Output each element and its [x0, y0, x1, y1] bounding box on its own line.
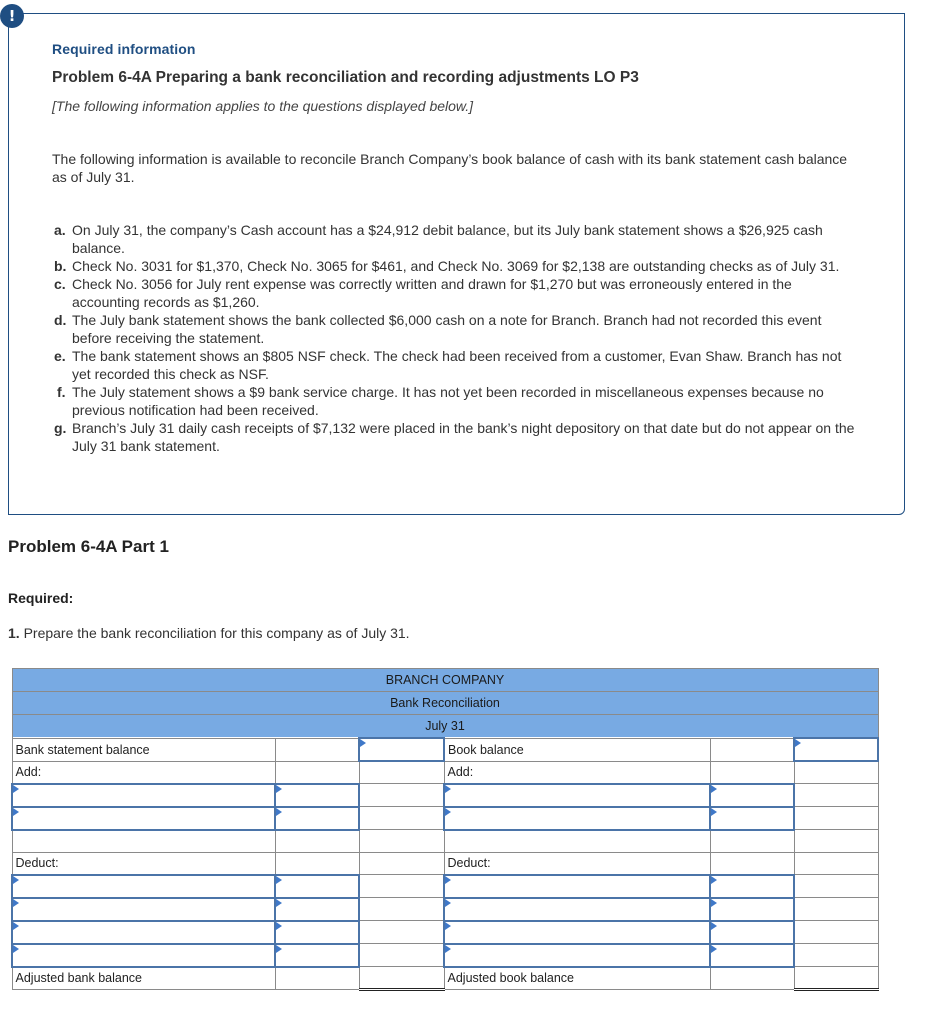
empty-cell [794, 807, 878, 830]
fact-item: d. The July bank statement shows the bank collected $6,000 cash on a note for Branch. Branch had not recorded this event before receiving the statement. [54, 312, 822, 346]
table-row [12, 784, 878, 807]
part-title: Problem 6-4A Part 1 [8, 537, 169, 556]
empty-cell [275, 852, 359, 875]
book-deduct-amount-input-4[interactable] [710, 944, 794, 967]
empty-cell [359, 898, 444, 921]
bank-reconciliation-table [11, 668, 879, 991]
bank-deduct-item-dropdown-3[interactable] [12, 921, 275, 944]
empty-cell [359, 761, 444, 784]
empty-cell [794, 944, 878, 967]
fact-item: a. On July 31, the company’s Cash account has a $24,912 debit balance, but its July bank statement shows a $26,925 cash balance. [54, 222, 823, 256]
empty-cell [794, 852, 878, 875]
bank-add-label: Add: [12, 761, 275, 784]
bank-statement-balance-label: Bank statement balance [12, 738, 275, 761]
empty-cell [359, 784, 444, 807]
bank-add-total-cell[interactable] [275, 830, 359, 853]
empty-cell [710, 852, 794, 875]
empty-cell [359, 875, 444, 898]
empty-cell [794, 784, 878, 807]
bank-deduct-label: Deduct: [12, 852, 275, 875]
required-information-box [8, 13, 905, 515]
empty-cell [359, 852, 444, 875]
book-add-amount-input-2[interactable] [710, 807, 794, 830]
book-add-label: Add: [444, 761, 710, 784]
adjusted-bank-balance-label: Adjusted bank balance [12, 967, 275, 990]
table-row [12, 898, 878, 921]
bank-deduct-amount-input-1[interactable] [275, 875, 359, 898]
date-header: July 31 [12, 715, 878, 739]
empty-cell [359, 921, 444, 944]
book-add-total-cell[interactable] [710, 830, 794, 853]
empty-cell [794, 830, 878, 853]
table-row [12, 875, 878, 898]
bank-deduct-amount-input-3[interactable] [275, 921, 359, 944]
bank-deduct-item-dropdown-4[interactable] [12, 944, 275, 967]
bank-add-amount-input-1[interactable] [275, 784, 359, 807]
company-name-header: BRANCH COMPANY [12, 669, 878, 692]
bank-deduct-item-dropdown-1[interactable] [12, 875, 275, 898]
fact-item: c. Check No. 3056 for July rent expense was correctly written and drawn for $1,270 but was erroneously entered in the accounting records as $1,260. [54, 276, 792, 310]
intro-text: The following information is available to reconcile Branch Company’s book balance of cash with its bank statement cash balance as of July 31. [52, 151, 848, 185]
book-deduct-label: Deduct: [444, 852, 710, 875]
empty-cell [444, 830, 710, 853]
bank-statement-balance-input[interactable] [359, 738, 444, 761]
book-add-item-dropdown-2[interactable] [444, 807, 710, 830]
statement-title-header: Bank Reconciliation [12, 692, 878, 715]
empty-cell [359, 807, 444, 830]
alert-icon: ! [0, 4, 24, 28]
empty-cell [794, 898, 878, 921]
book-add-item-dropdown-1[interactable] [444, 784, 710, 807]
book-add-amount-input-1[interactable] [710, 784, 794, 807]
table-row [12, 761, 878, 784]
table-row [12, 830, 878, 853]
empty-cell [710, 967, 794, 990]
book-balance-input[interactable] [794, 738, 878, 761]
fact-item: b. Check No. 3031 for $1,370, Check No. 3065 for $461, and Check No. 3069 for $2,138 are outstanding checks as of July 31. [54, 258, 840, 274]
fact-item: g. Branch’s July 31 daily cash receipts of $7,132 were placed in the bank’s night depository on that date but do not appear on the July 31 bank statement. [54, 420, 855, 454]
table-row [12, 944, 878, 967]
table-row [12, 921, 878, 944]
required-information-label: Required information [52, 41, 196, 57]
book-deduct-amount-input-2[interactable] [710, 898, 794, 921]
empty-cell [275, 967, 359, 990]
bank-add-item-dropdown-2[interactable] [12, 807, 275, 830]
empty-cell [710, 761, 794, 784]
book-deduct-amount-input-1[interactable] [710, 875, 794, 898]
instruction: 1. Prepare the bank reconciliation for this company as of July 31. [8, 625, 410, 641]
problem-title: Problem 6-4A Preparing a bank reconciliation and recording adjustments LO P3 [52, 69, 639, 86]
bank-deduct-item-dropdown-2[interactable] [12, 898, 275, 921]
table-row [12, 852, 878, 875]
table-row [12, 967, 878, 990]
bank-deduct-amount-input-4[interactable] [275, 944, 359, 967]
fact-item: e. The bank statement shows an $805 NSF check. The check had been received from a customer, Evan Shaw. Branch has not yet recorded this check as NSF. [54, 348, 842, 382]
book-deduct-item-dropdown-3[interactable] [444, 921, 710, 944]
book-deduct-item-dropdown-2[interactable] [444, 898, 710, 921]
adjusted-book-balance-label: Adjusted book balance [444, 967, 710, 990]
empty-cell [359, 830, 444, 853]
fact-item: f. The July statement shows a $9 bank service charge. It has not yet been recorded in miscellaneous expenses because no previous notification had been received. [57, 384, 824, 418]
book-balance-label: Book balance [444, 738, 710, 761]
applies-note: [The following information applies to the questions displayed below.] [52, 98, 474, 114]
empty-cell [794, 875, 878, 898]
table-row [12, 807, 878, 830]
empty-cell [794, 761, 878, 784]
bank-add-amount-input-2[interactable] [275, 807, 359, 830]
bank-deduct-amount-input-2[interactable] [275, 898, 359, 921]
empty-cell [710, 738, 794, 761]
bank-add-item-dropdown-1[interactable] [12, 784, 275, 807]
empty-cell [359, 944, 444, 967]
adjusted-book-balance-total[interactable] [794, 967, 878, 990]
book-deduct-item-dropdown-4[interactable] [444, 944, 710, 967]
facts-list [52, 221, 862, 455]
empty-cell [275, 738, 359, 761]
book-deduct-item-dropdown-1[interactable] [444, 875, 710, 898]
book-deduct-amount-input-3[interactable] [710, 921, 794, 944]
empty-cell [794, 921, 878, 944]
empty-cell [275, 761, 359, 784]
adjusted-bank-balance-total[interactable] [359, 967, 444, 990]
required-label: Required: [8, 590, 74, 606]
empty-cell [12, 830, 275, 853]
table-row [12, 738, 878, 761]
